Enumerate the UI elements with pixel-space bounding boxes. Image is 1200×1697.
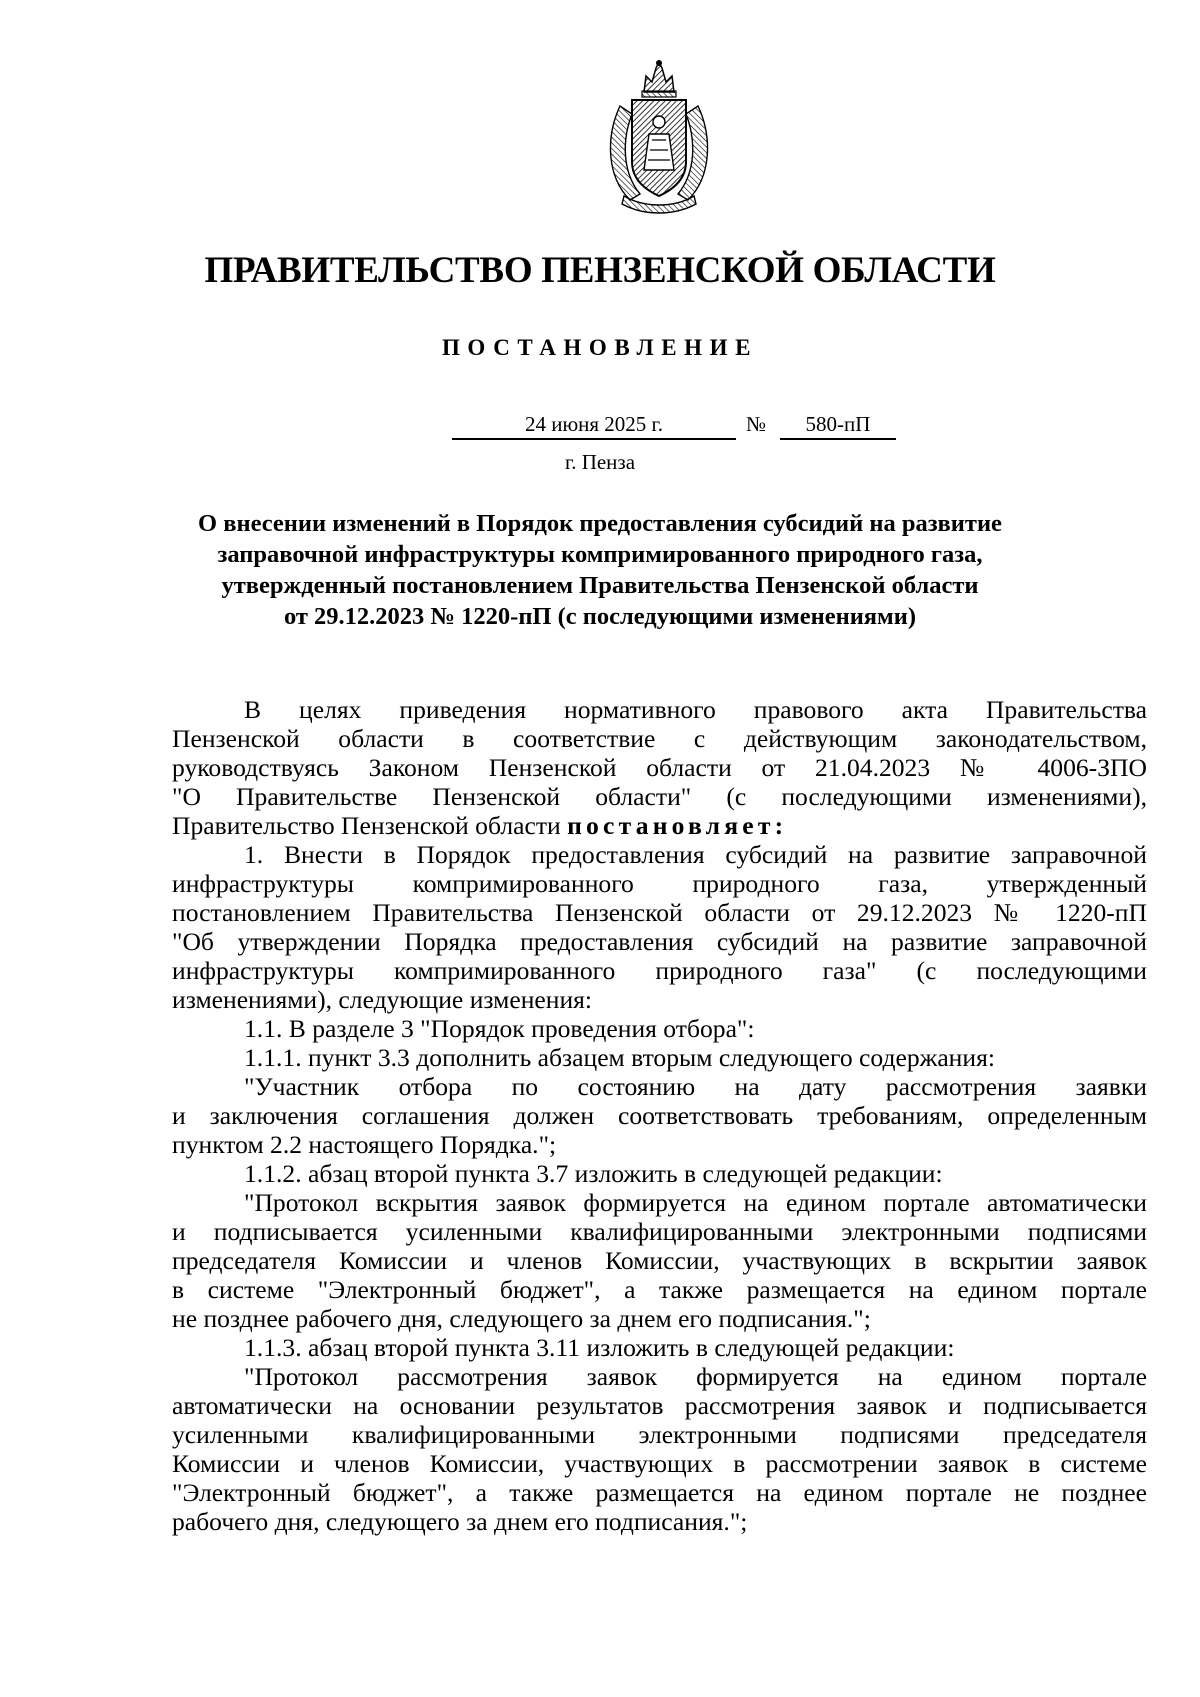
preamble-text: Правительство Пензенской области (172, 811, 568, 840)
document-subject (150, 508, 1050, 632)
document-type-heading: ПОСТАНОВЛЕНИЕ (441, 335, 759, 360)
item-1-1-2: 1.1.2. абзац второй пункта 3.7 изложить в следующей редакции: (244, 1159, 943, 1188)
item-line: изменениями), следующие изменения: (172, 985, 593, 1014)
quote-line: "Электронный бюджет", а также размещается на едином портале не позднее (172, 1478, 1147, 1507)
subject-line: от 29.12.2023 № 1220-пП (с последующими изменениями) (283, 603, 917, 630)
coat-of-arms-emblem (600, 58, 718, 214)
item-line: инфраструктуры компримированного природного газа, утвержденный (172, 869, 1147, 898)
quote-line: не позднее рабочего дня, следующего за днем его подписания."; (172, 1304, 871, 1333)
item-line: постановлением Правительства Пензенской области от 29.12.2023 № 1220-пП (172, 898, 1147, 927)
document-number: 580-пП (780, 412, 896, 440)
preamble-line: В целях приведения нормативного правового акта Правительства (244, 695, 1147, 724)
quote-line: усиленными квалифицированными электронными подписями председателя (172, 1420, 1147, 1449)
quote-line: Комиссии и членов Комиссии, участвующих в рассмотрении заявок в системе (172, 1449, 1147, 1478)
quote-line: и заключения соглашения должен соответствовать требованиям, определенным (172, 1101, 1147, 1130)
preamble-line-final (172, 811, 1147, 840)
document-body (172, 695, 1147, 1536)
quote-line: пунктом 2.2 настоящего Порядка."; (172, 1130, 557, 1159)
city-of-issue: г. Пенза (564, 450, 636, 474)
number-sign: № (746, 412, 767, 436)
government-title: ПРАВИТЕЛЬСТВО ПЕНЗЕНСКОЙ ОБЛАСТИ (204, 250, 996, 291)
subject-line: утвержденный постановлением Правительства Пензенской области (221, 572, 979, 599)
quote-line: председателя Комиссии и членов Комиссии, участвующих в вскрытии заявок (172, 1246, 1147, 1275)
subject-line: заправочной инфраструктуры компримированного природного газа, (217, 541, 983, 568)
item-line: 1. Внести в Порядок предоставления субсидий на развитие заправочной (244, 840, 1147, 869)
quote-line: автоматически на основании результатов рассмотрения заявок и подписывается (172, 1391, 1147, 1420)
item-1-1-3: 1.1.3. абзац второй пункта 3.11 изложить в следующей редакции: (244, 1333, 955, 1362)
quote-line: "Участник отбора по состоянию на дату рассмотрения заявки (244, 1072, 1147, 1101)
preamble-line: руководствуясь Законом Пензенской области от 21.04.2023 № 4006-ЗПО (172, 753, 1147, 782)
preamble-line: "О Правительстве Пензенской области" (с последующими изменениями), (172, 782, 1147, 811)
document-date: 24 июня 2025 г. (452, 412, 736, 440)
item-1-1-1: 1.1.1. пункт 3.3 дополнить абзацем вторым следующего содержания: (244, 1043, 995, 1072)
subject-line: О внесении изменений в Порядок предоставления субсидий на развитие (198, 510, 1002, 537)
quote-line: в системе "Электронный бюджет", а также размещается на едином портале (172, 1275, 1147, 1304)
quote-line: "Протокол вскрытия заявок формируется на едином портале автоматически (244, 1188, 1147, 1217)
quote-line: рабочего дня, следующего за днем его подписания."; (172, 1507, 748, 1536)
preamble-line: Пензенской области в соответствие с действующим законодательством, (172, 724, 1147, 753)
quote-line: и подписывается усиленными квалифицированными электронными подписями (172, 1217, 1147, 1246)
decree-word: постановляет: (567, 811, 788, 840)
item-line: "Об утверждении Порядка предоставления субсидий на развитие заправочной (172, 927, 1147, 956)
item-1-1: 1.1. В разделе 3 "Порядок проведения отбора": (244, 1014, 755, 1043)
quote-line: "Протокол рассмотрения заявок формируется на едином портале (244, 1362, 1147, 1391)
item-line: инфраструктуры компримированного природного газа" (с последующими (172, 956, 1147, 985)
